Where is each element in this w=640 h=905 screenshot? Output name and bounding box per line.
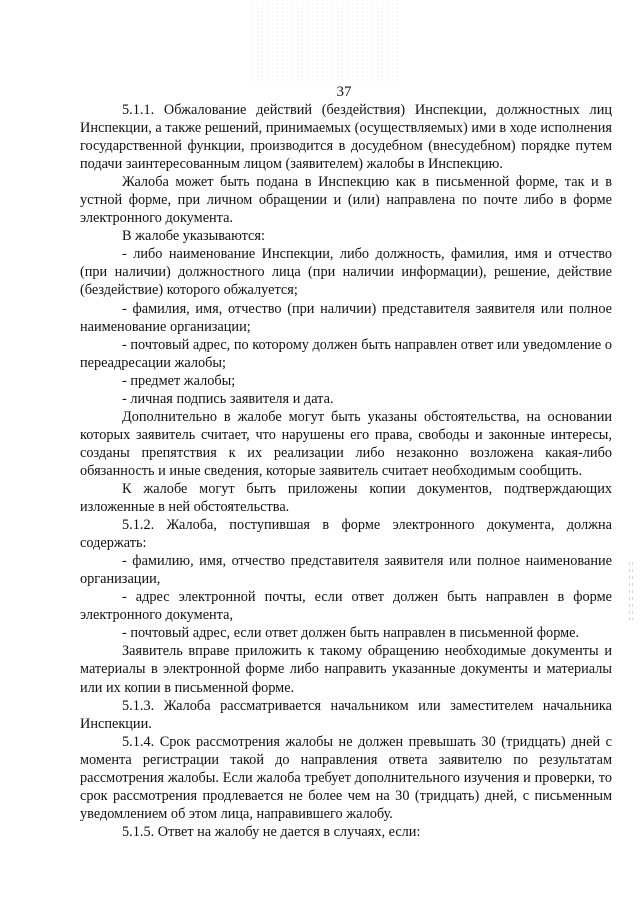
list-item-inspection-name: - либо наименование Инспекции, либо должность, фамилия, имя и отчество (при наличии) должностного лица (при наличии информации), решение, действие (бездействие) которого обжалуется; [80,246,612,299]
paragraph-5-1-5: 5.1.5. Ответ на жалобу не дается в случаях, если: [122,823,421,840]
scan-artifact [250,2,400,82]
paragraph-attach-documents: Заявитель вправе приложить к такому обращению необходимые документы и материалы в электронной форме либо направить указанные документы и материалы или их копии в письменной форме. [80,643,612,696]
list-item-subject: - предмет жалобы; [122,372,236,389]
list-item-e-postal-address: - почтовый адрес, если ответ должен быть направлен в письменной форме. [122,625,580,642]
list-item-postal-address: - почтовый адрес, по которому должен быть направлен ответ или уведомление о переадресации жалобы; [80,336,612,371]
paragraph-complaint-contents-intro: В жалобе указываются: [122,228,265,245]
document-body [80,101,612,841]
paragraph-additional-circumstances: Дополнительно в жалобе могут быть указаны обстоятельства, на основании которых заявитель считает, что нарушены его права, свободы и законные интересы, созданы препятствия к их реализации либо незаконно возложена какая-либо обязанность и иные сведения, которые заявитель считает необходимым сообщить. [80,408,612,479]
paragraph-5-1-1: 5.1.1. Обжалование действий (бездействия) Инспекции, должностных лиц Инспекции, а также решений, принимаемых (осуществляемых) ими в ходе исполнения государственной функции, производится в досудебном (внесудебном) порядке путем подачи заинтересованным лицом (заявителем) жалобы в Инспекцию. [80,102,612,173]
paragraph-5-1-3: 5.1.3. Жалоба рассматривается начальником или заместителем начальника Инспекции. [80,697,612,732]
paragraph-5-1-2: 5.1.2. Жалоба, поступившая в форме электронного документа, должна содержать: [80,517,612,552]
page-number: 37 [336,84,352,100]
paragraph-5-1-4: 5.1.4. Срок рассмотрения жалобы не должен превышать 30 (тридцать) дней с момента регистрации такой до направления ответа заявителю по результатам рассмотрения жалобы. Если жалоба требует дополнительного изучения и проверки, то срок рассмотрения продлевается не более чем на 30 (тридцать) дней, с письменным уведомлением об этом лица, направившего жалобу. [80,733,612,822]
paragraph-complaint-form: Жалоба может быть подана в Инспекцию как в письменной форме, так и в устной форме, при личном обращении и (или) направлена по почте либо в форме электронного документа. [80,174,612,227]
list-item-e-applicant-name: - фамилию, имя, отчество представителя заявителя или полное наименование организации, [80,553,612,588]
list-item-applicant-name: - фамилия, имя, отчество (при наличии) представителя заявителя или полное наименование организации; [80,300,612,335]
list-item-email: - адрес электронной почты, если ответ должен быть направлен в форме электронного документа, [80,589,612,624]
list-item-signature-date: - личная подпись заявителя и дата. [122,390,334,407]
paragraph-attachments: К жалобе могут быть приложены копии документов, подтверждающих изложенные в ней обстоятельства. [80,480,612,516]
scan-edge-artifact [628,560,634,620]
